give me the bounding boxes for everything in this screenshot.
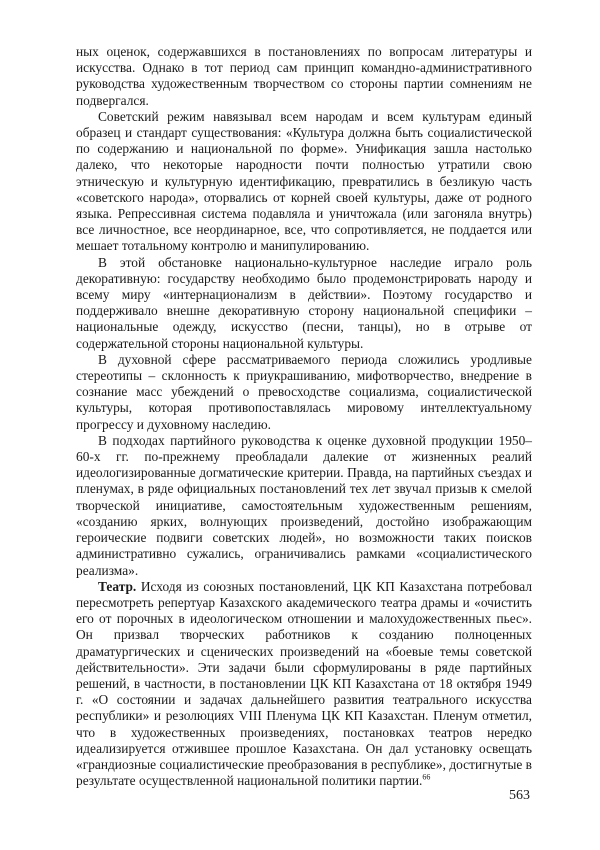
page-body — [76, 44, 532, 789]
paragraph-6 — [76, 579, 532, 790]
page-number: 563 — [509, 788, 530, 803]
paragraph-5: В подходах партийного руководства к оценке духовной продукции 1950–60-х гг. по-прежнему преобладали далекие от жизненных реалий идеологизированные догматические критерии. Правда, на партийных съездах и пленумах, в ряде официальных постановлений тех лет звучал призыв к смелой творческой инициативе, самостоятельным художественным решениям, «созданию ярких, волнующих произведений, достойно изображающим героические подвиги советских людей», но возможности таких поисков административно сужались, ограничивались рамками «социалистического реализма». — [76, 432, 532, 578]
section-run-in-heading: Театр. — [98, 578, 137, 594]
footnote-marker: 66 — [422, 772, 431, 782]
paragraph-6-text: Исходя из союзных постановлений, ЦК КП Казахстана потребовал пересмотреть репертуар Казахского академического театра драмы и «очистить его от порочных в идеологическом отношении и малохудожественных пьес». Он призвал творческих работников к созданию полноценных драматургических и сценических произведений на «боевые темы советской действительности». Эти задачи были сформулированы в ряде партийных решений, в частности, в постановлении ЦК КП Казахстана от 18 октября 1949 г. «О состоянии и задачах дальнейшего развития театрального искусства республики» и резолюциях VIII Пленума ЦК КП Казахстан. Пленум отметил, что в художественных произведениях, постановках театров нередко идеализируется отжившее прошлое Казахстана. Он дал установку освещать «грандиозные социалистические преобразования в республике», достигнутые в результате осуществленной национальной политики партии. — [76, 578, 532, 789]
paragraph-4: В духовной сфере рассматриваемого периода сложились уродливые стереотипы – склонность к приукрашиванию, мифотворчество, внедрение в сознание масс убеждений о превосходстве социализма, социалистической культуры, которая противопоставлялась мировому интеллектуальному прогрессу и духовному наследию. — [76, 351, 532, 432]
paragraph-3: В этой обстановке национально-культурное наследие играло роль декоративную: государству необходимо было продемонстрировать народу и всему миру «интернационализм в действии». Поэтому государство и поддерживало внешне декоративную сторону национальной специфики – национальные одежду, искусство (песни, танцы), но в отрыве от содержательной стороны национальной культуры. — [76, 254, 532, 351]
paragraph-1: ных оценок, содержавшихся в постановлениях по вопросам литературы и искусства. Однако в тот период сам принцип командно-административного руководства художественным творчеством со стороны партии сомнениям не подвергался. — [76, 44, 532, 108]
paragraph-2: Советский режим навязывал всем народам и всем культурам единый образец и стандарт существования: «Культура должна быть социалистической по содержанию и национальной по форме». Унификация зашла настолько далеко, что некоторые народности почти полностью утратили свою этническую и культурную идентификацию, превратились в безликую часть «советского народа», оторвались от корней своей культуры, даже от родного языка. Репрессивная система подавляла и уничтожала (или загоняла внутрь) все личностное, все неординарное, все, что сопротивляется, не поддается или мешает тотальному контролю и манипулированию. — [76, 108, 532, 254]
